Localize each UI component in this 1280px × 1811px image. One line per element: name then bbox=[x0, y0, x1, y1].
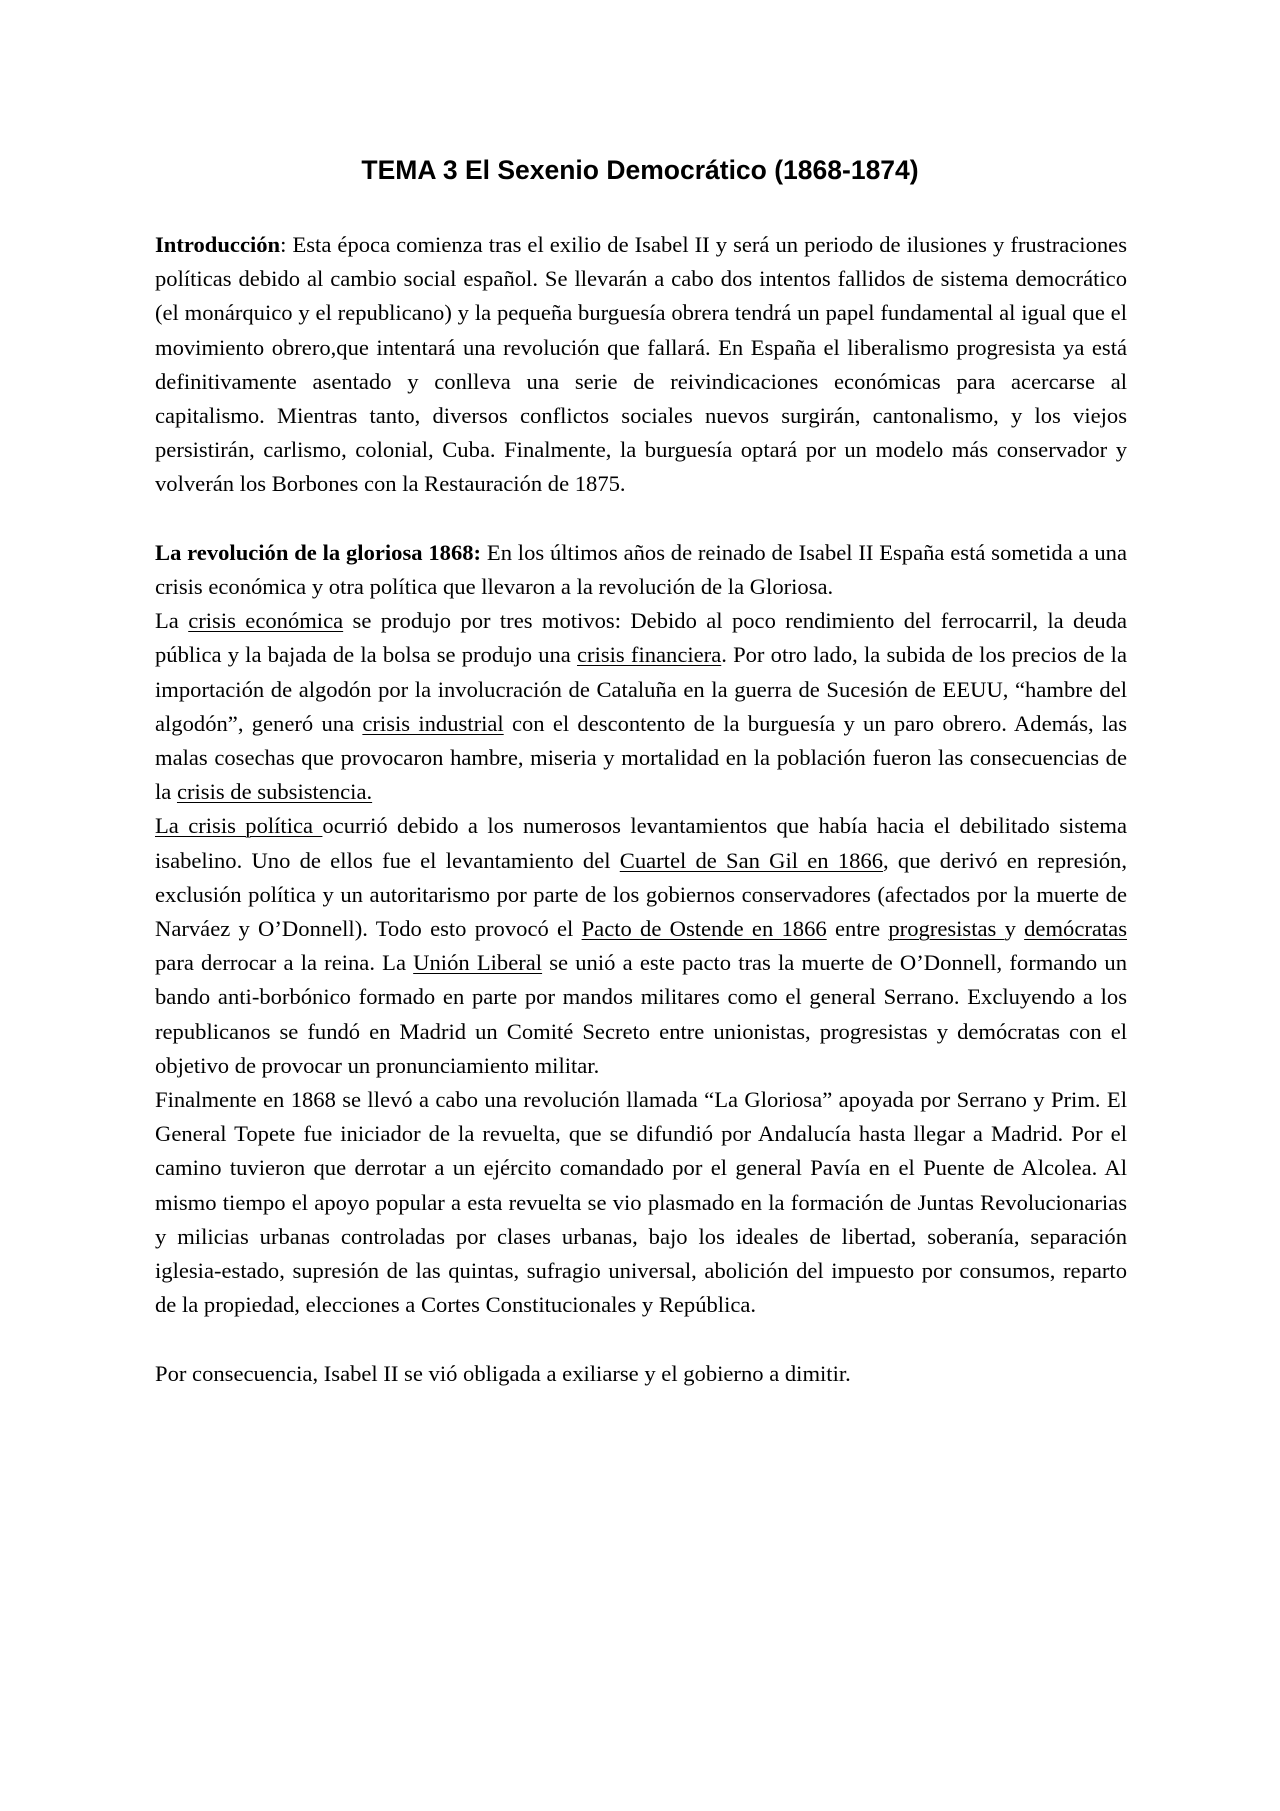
economic-crisis-paragraph bbox=[155, 604, 1127, 809]
gloriosa-heading: La revolución de la gloriosa 1868: bbox=[155, 539, 482, 565]
document-body bbox=[155, 228, 1127, 1391]
underlined-democratas: demócratas bbox=[1024, 916, 1127, 942]
intro-paragraph bbox=[155, 228, 1127, 502]
underlined-pacto-ostende: Pacto de Ostende en 1866 bbox=[581, 916, 827, 942]
political-text-5: para derrocar a la reina. La bbox=[155, 950, 414, 976]
underlined-cuartel-san-gil: Cuartel de San Gil en 1866 bbox=[619, 847, 884, 873]
underlined-union-liberal: Unión Liberal bbox=[413, 950, 543, 976]
gloriosa-paragraph bbox=[155, 536, 1127, 604]
underlined-crisis-financiera: crisis financiera bbox=[577, 642, 722, 668]
political-text-2: , que derivó en represión, exclusión política y un autoritarismo por parte de los gobiernos conservadores (afectados por la muerte de Narváez y O’Donnell). Todo esto provocó el bbox=[155, 847, 1127, 942]
underlined-crisis-politica: La crisis política bbox=[155, 813, 323, 839]
paragraph-spacer bbox=[155, 502, 1127, 536]
economic-text-3: . Por otro lado, la subida de los precios de la importación de algodón por la involucración de Cataluña en la guerra de Sucesión de EEUU, “hambre del algodón”, generó una bbox=[155, 642, 1127, 736]
political-text-3: entre bbox=[826, 916, 889, 942]
final-paragraph: Finalmente en 1868 se llevó a cabo una revolución llamada “La Gloriosa” apoyada por Serrano y Prim. El General Topete fue iniciador de la revuelta, que se difundió por Andalucía hasta llegar a Madrid. Por el camino tuvieron que derrotar a un ejército comandado por el general Pavía en el Puente de Alcolea. Al mismo tiempo el apoyo popular a esta revuelta se vio plasmado en la formación de Juntas Revolucionarias y milicias urbanas controladas por clases urbanas, bajo los ideales de libertad, soberanía, separación iglesia-estado, supresión de las quintas, sufragio universal, abolición del impuesto por consumos, reparto de la propiedad, elecciones a Cortes Constitucionales y República. bbox=[155, 1087, 1127, 1318]
page-title: TEMA 3 El Sexenio Democrático (1868-1874) bbox=[361, 155, 919, 185]
economic-text-1: La bbox=[155, 608, 189, 634]
underlined-crisis-subsistencia: crisis de subsistencia. bbox=[176, 779, 373, 805]
economic-text-4: con el descontento de la burguesía y un paro obrero. Además, las malas cosechas que provocaron hambre, miseria y mortalidad en la población fueron las consecuencias de la bbox=[155, 710, 1128, 805]
underlined-crisis-industrial: crisis industrial bbox=[362, 710, 504, 736]
economic-text-2: se produjo por tres motivos: Debido al poco rendimiento del ferrocarril, la deuda pública y la bajada de la bolsa se produjo una bbox=[155, 608, 1127, 668]
paragraph-spacer bbox=[155, 1322, 1127, 1356]
political-text-6: se unió a este pacto tras la muerte de O’Donnell, formando un bando anti-borbónico formado en parte por mandos militares como el general Serrano. Excluyendo a los republicanos se fundó en Madrid un Comité Secreto entre unionistas, progresistas y demócratas con el objetivo de provocar un pronunciamiento militar. bbox=[155, 950, 1127, 1078]
political-text-4: y bbox=[1004, 916, 1025, 942]
political-crisis-paragraph bbox=[155, 809, 1127, 1083]
intro-text: : Esta época comienza tras el exilio de Isabel II y será un periodo de ilusiones y frustraciones políticas debido al cambio social español. Se llevarán a cabo dos intentos fallidos de sistema democrático (el monárquico y el republicano) y la pequeña burguesía obrera tendrá un papel fundamental al igual que el movimiento obrero,que intentará una revolución que fallará. En España el liberalismo progresista ya está definitivamente asentado y conlleva una serie de reivindicaciones económicas para acercarse al capitalismo. Mientras tanto, diversos conflictos sociales nuevos surgirán, cantonalismo, y los viejos persistirán, carlismo, colonial, Cuba. Finalmente, la burguesía optará por un modelo más conservador y volverán los Borbones con la Restauración de 1875. bbox=[155, 232, 1127, 497]
intro-heading: Introducción bbox=[155, 232, 281, 257]
consequence-paragraph: Por consecuencia, Isabel II se vió obligada a exiliarse y el gobierno a dimitir. bbox=[155, 1360, 851, 1386]
underlined-progresistas: progresistas bbox=[888, 916, 1005, 942]
underlined-crisis-economica: crisis económica bbox=[188, 608, 344, 634]
gloriosa-text: En los últimos años de reinado de Isabel II España está sometida a una crisis económica y otra política que llevaron a la revolución de la Gloriosa. bbox=[155, 539, 1128, 600]
political-text-1: ocurrió debido a los numerosos levantamientos que había hacia el debilitado sistema isabelino. Uno de ellos fue el levantamiento del bbox=[155, 813, 1128, 873]
